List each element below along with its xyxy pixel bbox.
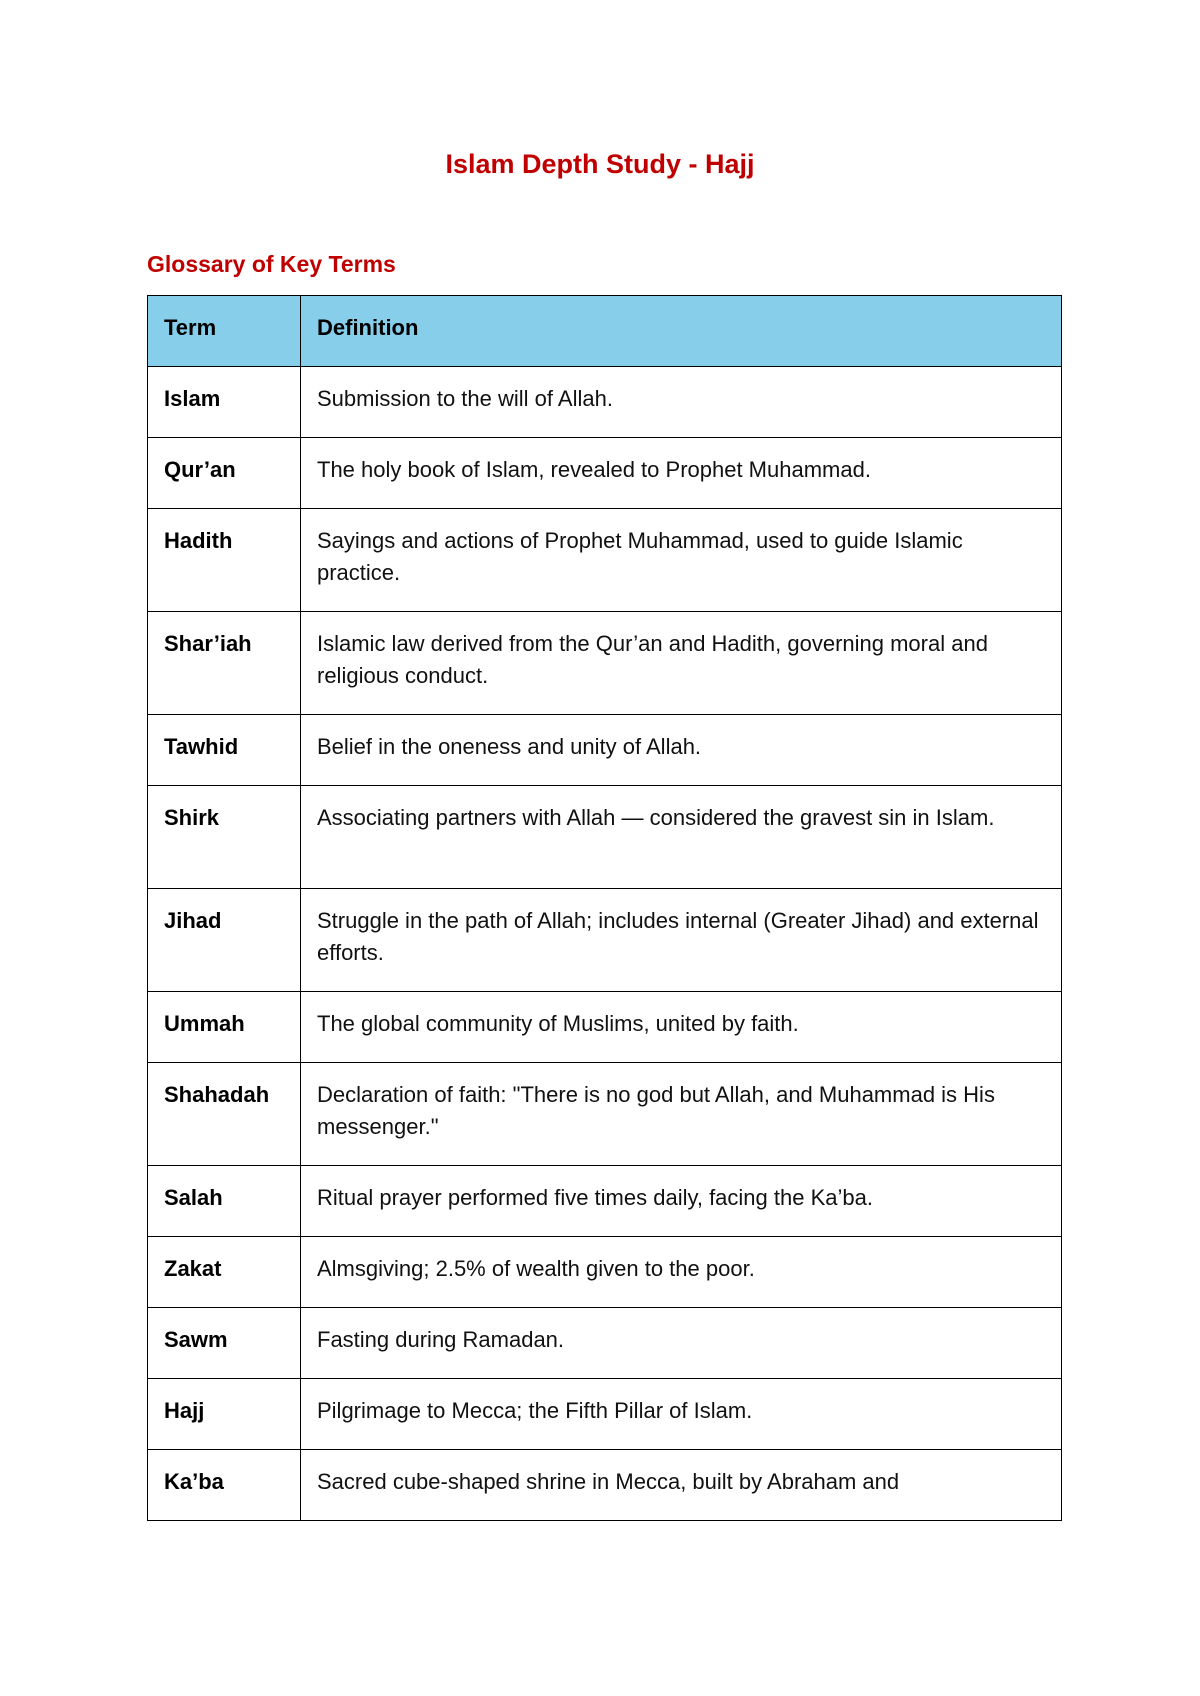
table-header-row: [148, 296, 1062, 367]
table-row: [148, 1379, 1062, 1450]
term-cell: Hajj: [148, 1379, 301, 1450]
table-row: [148, 509, 1062, 612]
term-cell: Zakat: [148, 1237, 301, 1308]
term-cell: Shar’iah: [148, 612, 301, 715]
definition-cell: Almsgiving; 2.5% of wealth given to the poor.: [301, 1237, 1062, 1308]
definition-cell: Sayings and actions of Prophet Muhammad, used to guide Islamic practice.: [301, 509, 1062, 612]
table-row: [148, 367, 1062, 438]
definition-cell: Sacred cube-shaped shrine in Mecca, built by Abraham and: [301, 1450, 1062, 1521]
table-row: [148, 1308, 1062, 1379]
definition-cell: Pilgrimage to Mecca; the Fifth Pillar of Islam.: [301, 1379, 1062, 1450]
definition-cell: Struggle in the path of Allah; includes internal (Greater Jihad) and external efforts.: [301, 889, 1062, 992]
column-header-term: Term: [148, 296, 301, 367]
term-cell: Shirk: [148, 786, 301, 889]
glossary-table: [147, 295, 1062, 1521]
table-row: [148, 438, 1062, 509]
table-row: [148, 1237, 1062, 1308]
glossary-heading: Glossary of Key Terms: [147, 251, 396, 277]
definition-cell: Associating partners with Allah — considered the gravest sin in Islam.: [301, 786, 1062, 889]
definition-cell: Ritual prayer performed five times daily, facing the Ka’ba.: [301, 1166, 1062, 1237]
definition-cell: Declaration of faith: "There is no god but Allah, and Muhammad is His messenger.": [301, 1063, 1062, 1166]
term-cell: Tawhid: [148, 715, 301, 786]
term-cell: Ummah: [148, 992, 301, 1063]
table-row: [148, 715, 1062, 786]
term-cell: Salah: [148, 1166, 301, 1237]
term-cell: Sawm: [148, 1308, 301, 1379]
term-cell: Shahadah: [148, 1063, 301, 1166]
definition-cell: The holy book of Islam, revealed to Prophet Muhammad.: [301, 438, 1062, 509]
table-row: [148, 1450, 1062, 1521]
definition-cell: Belief in the oneness and unity of Allah.: [301, 715, 1062, 786]
term-cell: Hadith: [148, 509, 301, 612]
table-row: [148, 612, 1062, 715]
table-row: [148, 786, 1062, 889]
term-cell: Qur’an: [148, 438, 301, 509]
table-row: [148, 992, 1062, 1063]
term-cell: Ka’ba: [148, 1450, 301, 1521]
table-row: [148, 1166, 1062, 1237]
table-row: [148, 1063, 1062, 1166]
term-cell: Islam: [148, 367, 301, 438]
document-title: Islam Depth Study - Hajj: [445, 149, 755, 179]
column-header-definition: Definition: [301, 296, 1062, 367]
definition-cell: The global community of Muslims, united by faith.: [301, 992, 1062, 1063]
term-cell: Jihad: [148, 889, 301, 992]
definition-cell: Islamic law derived from the Qur’an and Hadith, governing moral and religious conduct.: [301, 612, 1062, 715]
definition-cell: Submission to the will of Allah.: [301, 367, 1062, 438]
table-row: [148, 889, 1062, 992]
definition-cell: Fasting during Ramadan.: [301, 1308, 1062, 1379]
